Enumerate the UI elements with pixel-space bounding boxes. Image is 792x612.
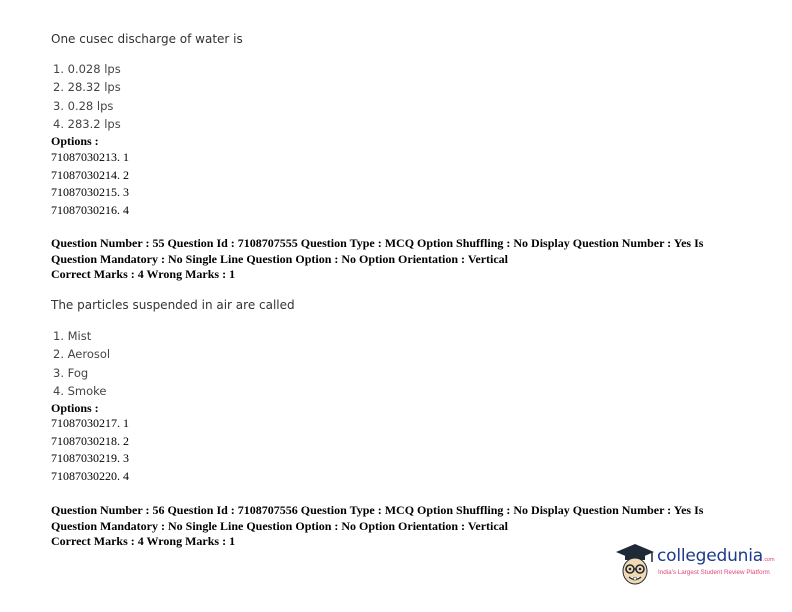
- marks-line: Correct Marks : 4 Wrong Marks : 1: [51, 534, 236, 548]
- question-text: One cusec discharge of water is: [51, 32, 243, 46]
- question-meta-line: Question Number : 56 Question Id : 7108707556 Question Type : MCQ Option Shuffling : No Display Question Number : Yes Is: [51, 503, 704, 517]
- mascot-icon: [614, 542, 656, 592]
- answer-choice: 3. Fog: [53, 365, 89, 380]
- marks-line: Correct Marks : 4 Wrong Marks : 1: [51, 267, 236, 281]
- answer-choice: 2. 28.32 lps: [53, 80, 121, 95]
- question-meta-line: Question Number : 55 Question Id : 7108707555 Question Type : MCQ Option Shuffling : No Display Question Number : Yes Is: [51, 236, 704, 250]
- answer-choice: 4. 283.2 lps: [53, 116, 121, 131]
- option-id: 71087030213. 1: [51, 150, 129, 164]
- answer-choice: 2. Aerosol: [53, 347, 111, 362]
- option-id-list: [51, 415, 129, 485]
- logo-tagline: India's Largest Student Review Platform: [658, 569, 770, 576]
- option-id: 71087030216. 4: [51, 202, 129, 217]
- question-text: The particles suspended in air are called: [51, 298, 295, 312]
- option-id: 71087030215. 3: [51, 185, 129, 200]
- collegedunia-logo: [614, 540, 774, 596]
- answer-choice: 4. Smoke: [53, 383, 107, 398]
- option-id: 71087030214. 2: [51, 167, 129, 182]
- question-meta-line: Question Mandatory : No Single Line Question Option : No Option Orientation : Vertical: [51, 518, 509, 533]
- question-meta-line: Question Mandatory : No Single Line Question Option : No Option Orientation : Vertical: [51, 251, 509, 266]
- option-id-list: [51, 149, 129, 219]
- answer-choice: 1. Mist: [53, 329, 92, 343]
- option-id: 71087030219. 3: [51, 451, 129, 466]
- options-label: Options :: [51, 134, 99, 148]
- answer-choices: [53, 60, 121, 133]
- option-id: 71087030218. 2: [51, 433, 129, 448]
- options-label: Options :: [51, 401, 99, 415]
- answer-choices: [53, 327, 110, 400]
- logo-wordmark: collegedunia.com: [657, 546, 775, 566]
- answer-choice: 3. 0.28 lps: [53, 98, 114, 113]
- option-id: 71087030220. 4: [51, 468, 129, 483]
- answer-choice: 1. 0.028 lps: [53, 62, 121, 76]
- option-id: 71087030217. 1: [51, 416, 129, 430]
- question-meta: [51, 236, 751, 283]
